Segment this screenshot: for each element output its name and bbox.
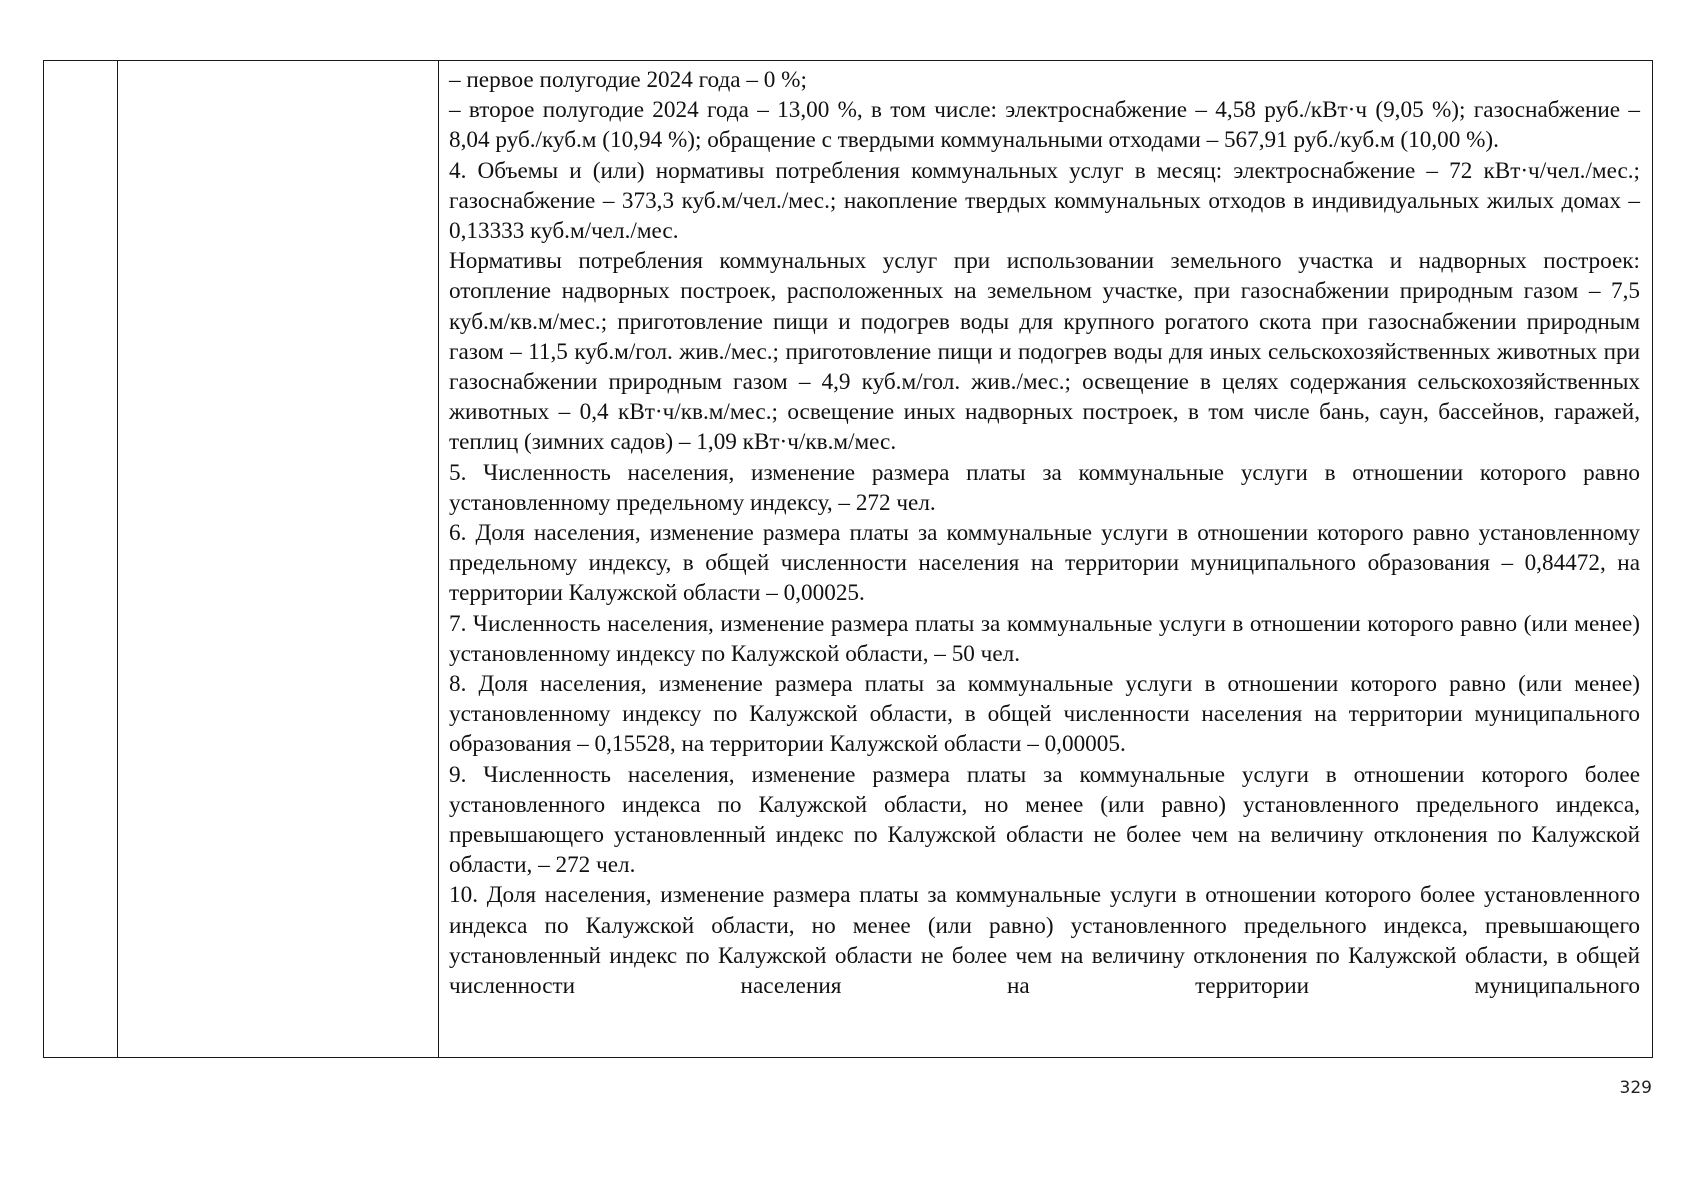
table-row xyxy=(44,61,1653,1058)
paragraph-second-half-year: – второе полугодие 2024 года – 13,00 %, в том числе: электроснабжение – 4,58 руб./кВт·ч (9,05 %); газоснабжение – 8,04 руб./куб.м (10,94 %); обращение с твердыми коммунальными отходами – 567,91 руб./куб.м (10,00 %). xyxy=(449,97,1640,154)
page-number: 329 xyxy=(1619,1078,1652,1098)
paragraph-item-8: 8. Доля населения, изменение размера платы за коммунальные услуги в отношении которого равно (или менее) установленному индексу по Калужской области, в общей численности населения на территории муниципального образования – 0,15528, на территории Калужской области – 0,00005. xyxy=(449,671,1640,758)
paragraph-item-4: 4. Объемы и (или) нормативы потребления коммунальных услуг в месяц: электроснабжение – 72 кВт·ч/чел./мес.; газоснабжение – 373,3 куб.м/чел./мес.; накопление твердых коммунальных отходов в индивидуальных жилых домах – 0,13333 куб.м/чел./мес. xyxy=(449,157,1640,245)
paragraph-norms: Нормативы потребления коммунальных услуг при использовании земельного участка и надворных построек: отопление надворных построек, расположенных на земельном участке, при газоснабжении природным газом – 7,5 куб.м/кв.м/мес.; приготовление пищи и подогрев воды для крупного рогатого скота при газоснабжении природным газом – 11,5 куб.м/гол. жив./мес.; приготовление пищи и подогрев воды для иных сельскохозяйственных животных при газоснабжении природным газом – 4,9 куб.м/гол. жив./мес.; освещение в целях содержания сельскохозяйственных животных – 0,4 кВт·ч/кв.м/мес.; освещение иных надворных построек, в том числе бань, саун, бассейнов, гаражей, теплиц (зимних садов) – 1,09 кВт·ч/кв.м/мес. xyxy=(449,248,1640,456)
paragraph-item-9: 9. Численность населения, изменение размера платы за коммунальные услуги в отношении которого более установленного индекса по Калужской области, но менее (или равно) установленного предельного индекса, превышающего установленный индекс по Калужской области не более чем на величину отклонения по Калужской области, – 272 чел. xyxy=(449,761,1640,879)
paragraph-first-half-year: – первое полугодие 2024 года – 0 %; xyxy=(449,67,807,93)
number-cell xyxy=(44,61,118,1058)
paragraph-item-6: 6. Доля населения, изменение размера платы за коммунальные услуги в отношении которого равно установленному предельному индексу, в общей численности населения на территории муниципального образования – 0,84472, на территории Калужской области – 0,00025. xyxy=(449,520,1640,607)
paragraph-item-5: 5. Численность населения, изменение размера платы за коммунальные услуги в отношении которого равно установленному предельному индексу, – 272 чел. xyxy=(449,459,1640,516)
paragraph-item-10: 10. Доля населения, изменение размера платы за коммунальные услуги в отношении которого более установленного индекса по Калужской области, но менее (или равно) установленного предельного индекса, превышающего установленный индекс по Калужской области не более чем на величину отклонения по Калужской области, в общей численности населения на территории муниципального xyxy=(449,882,1640,1000)
document-table xyxy=(43,60,1653,1058)
name-cell xyxy=(118,61,439,1058)
paragraph-item-7: 7. Численность населения, изменение размера платы за коммунальные услуги в отношении которого равно (или менее) установленному индексу по Калужской области, – 50 чел. xyxy=(449,610,1640,667)
content-cell xyxy=(439,61,1653,1058)
